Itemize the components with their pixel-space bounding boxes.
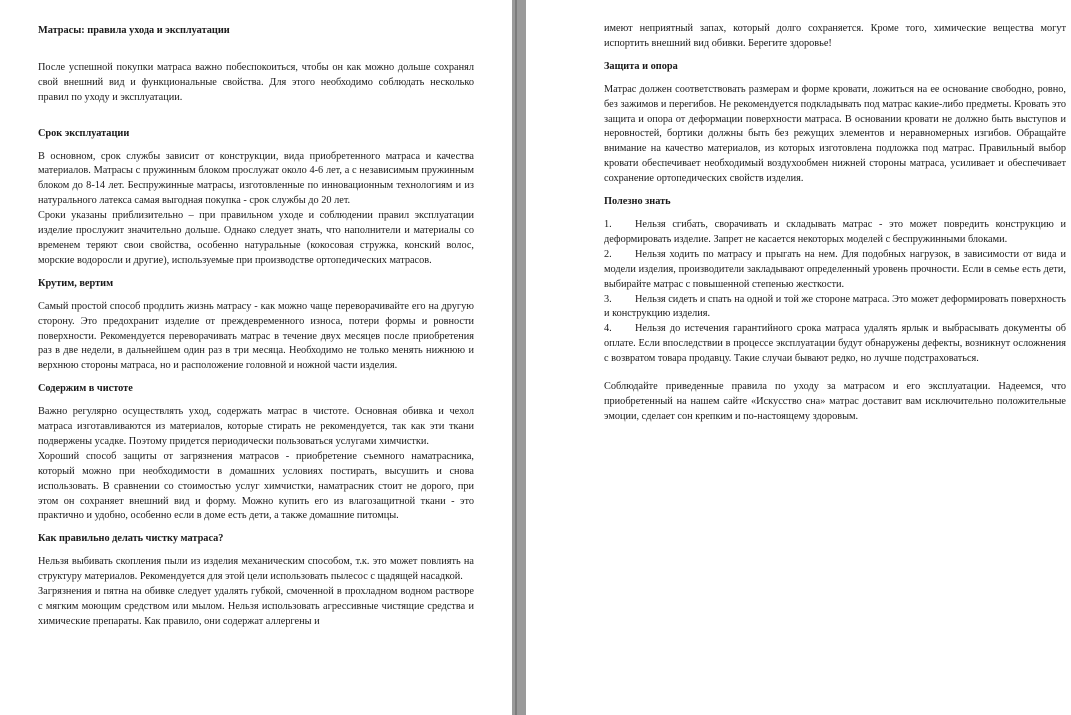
list-item: 1. Нельзя сгибать, сворачивать и складывать матрас - это может повредить конструкцию и деформировать изделие. Запрет не касается некоторых моделей с беспружинными блоками. (604, 218, 1066, 245)
paragraph: Нельзя выбивать скопления пыли из изделия механическим способом, т.к. это может повлиять на структуру материалов. Рекомендуется для этой цели использовать пылесос с щадящей насадкой. (38, 556, 474, 583)
intro-paragraph: После успешной покупки матраса важно побеспокоиться, чтобы он как можно дольше сохранял свой внешний вид и функциональные свойства. Для этого необходимо соблюдать несколько правил по уходу и эксплуатации. (38, 61, 474, 103)
paragraph: Самый простой способ продлить жизнь матрасу - как можно чаще переворачивайте его на другую сторону. Это предохранит изделие от преждевременного износа, потери формы и ровности поверхности. Рекомендуется переворачивать матрас в течение двух месяцев после приобретения раз в две недели, в дальнейшем один раз в три месяца. Необходимо не только менять нижнюю и верхнюю стороны матраса, но и расположение головной и ножной части изделия. (38, 300, 474, 372)
page-content (604, 22, 1066, 425)
section-heading: Срок эксплуатации (38, 127, 130, 139)
paragraph: Сроки указаны приблизительно – при правильном уходе и соблюдении правил эксплуатации изделие прослужит значительно дольше. Однако следует знать, что наполнители и материалы со временем теряют свои свойства, особенно натуральные (кокосовая стружка, конский волос, морские водоросли и другие), используемые при производстве ортопедических матрасов. (38, 210, 474, 266)
section-heading: Защита и опора (604, 60, 678, 72)
paragraph: Хороший способ защиты от загрязнения матрасов - приобретение съемного наматрасника, который можно при необходимости в домашних условиях постирать, высушить и снова использовать. В сравнении со стоимостью услуг химчистки, наматрасник стоит не дорого, при этом он сохраняет внешний вид и форму. Можно купить его из влагозащитной ткани - это практично и удобно, особенно если в доме есть дети, а также домашние питомцы. (38, 450, 474, 522)
paragraph: Матрас должен соответствовать размерам и форме кровати, ложиться на ее основание свободно, ровно, без зажимов и перегибов. Не рекомендуется подкладывать под матрас какие-либо предметы. Кровать это защита и опора от деформации поверхности матраса. В основании кровати не должно быть выступов и неровностей, бортики должны быть без режущих элементов и неравномерных изгибов. Обращайте внимание на качество материалов, из которых изготовлена подложка под матрас. Правильный выбор кровати обеспечивает необходимый воздухообмен нижней стороны матраса, усиливает и обеспечивает сохранение ортопедических свойств изделия. (604, 83, 1066, 185)
paragraph: В основном, срок службы зависит от конструкции, вида приобретенного матраса и качества материалов. Матрасы с пружинным блоком прослужат около 4-6 лет, а с независимым пружинным блоком до 8-14 лет. Беспружинные матрасы, изготовленные по инновационным технологиям и из натурального латекса самая выгодная покупка - срок службы до 20 лет. (38, 150, 474, 207)
list-item: 4. Нельзя до истечения гарантийного срока матраса удалять ярлык и выбрасывать документы об оплате. Если впоследствии в процессе эксплуатации будут обнаружены дефекты, возникнут осложнения с возвратом товара продавцу. Такие случаи бывают редко, но лучше подстраховаться. (604, 323, 1066, 365)
document-page-right (526, 0, 1071, 715)
continued-paragraph: имеют неприятный запах, который долго сохраняется. Кроме того, химические вещества могут испортить внешний вид обивки. Берегите здоровье! (604, 23, 1066, 49)
paragraph: Важно регулярно осуществлять уход, содержать матрас в чистоте. Основная обивка и чехол матраса изготавливаются из материалов, которые стирать не рекомендуется, так как эти ткани подвержены усадке. Поэтому придется периодически пользоваться услугами химчистки. (38, 406, 474, 447)
section-heading: Как правильно делать чистку матраса? (38, 533, 224, 545)
list-item: 3. Нельзя сидеть и спать на одной и той же стороне матраса. Это может деформировать поверхность и конструкцию изделия. (604, 293, 1066, 320)
closing-paragraph: Соблюдайте приведенные правила по уходу за матрасом и его эксплуатации. Надеемся, что приобретенный на нашем сайте «Искусство сна» матрас доставит вам исключительно положительные эмоции, сделает сон крепким и по-настоящему здоровым. (604, 381, 1066, 422)
paragraph: Загрязнения и пятна на обивке следует удалять губкой, смоченной в прохладном водном растворе с мягким моющим средством или мылом. Нельзя использовать агрессивные чистящие средства и химические препараты. Как правило, они содержат аллергены и (38, 586, 474, 627)
document-title: Матрасы: правила ухода и эксплуатации (38, 25, 230, 36)
gutter-divider (515, 0, 517, 715)
section-heading: Содержим в чистоте (38, 383, 133, 395)
list-item: 2. Нельзя ходить по матрасу и прыгать на нем. Для подобных нагрузок, в зависимости от вида и модели изделия, производители закладывают определенный уровень прочности. Если в семье есть дети, выбирайте матрас с повышенной степенью жесткости. (604, 248, 1066, 290)
page-content (38, 24, 474, 630)
section-heading: Крутим, вертим (38, 277, 114, 289)
section-heading: Полезно знать (604, 196, 671, 208)
document-page-left (0, 0, 512, 715)
